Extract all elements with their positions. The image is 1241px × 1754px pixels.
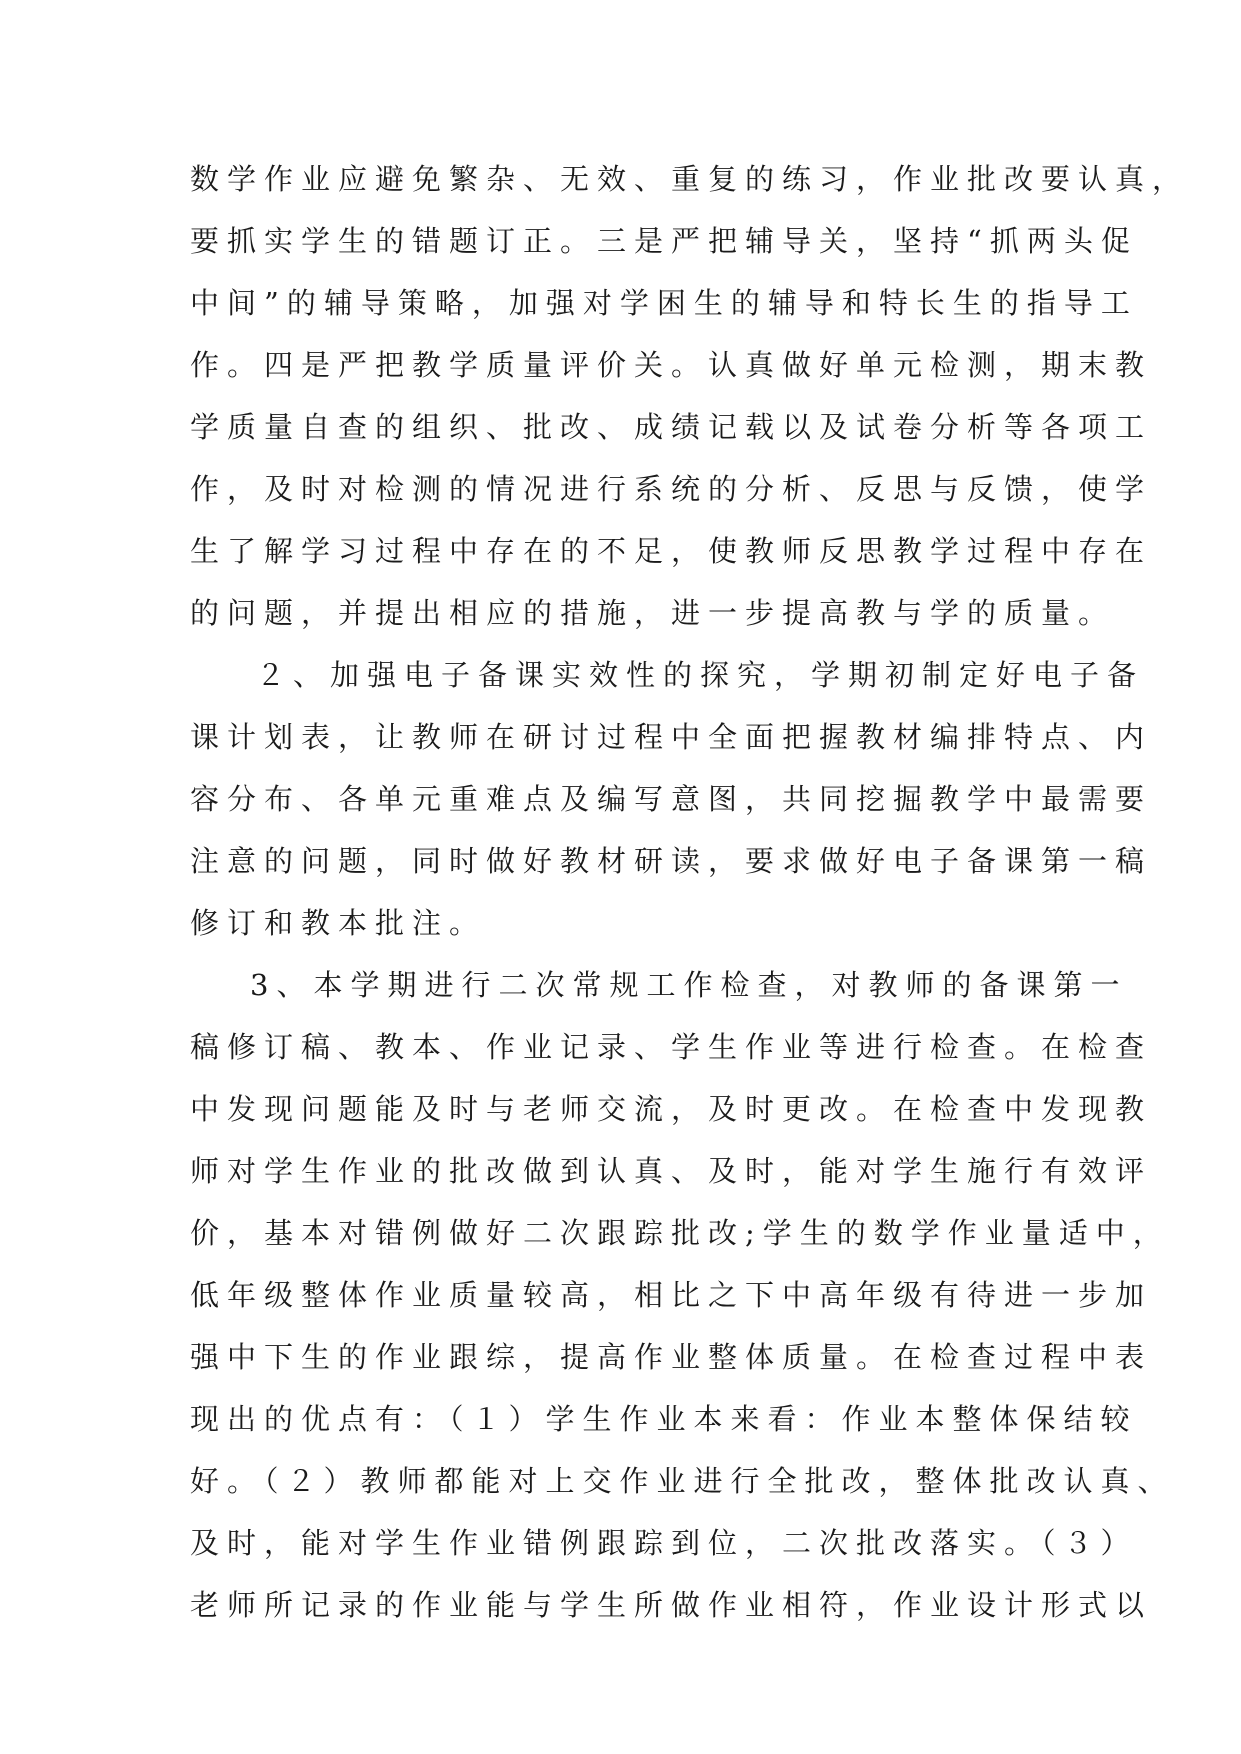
- text-line: 数学作业应避免繁杂、无效、重复的练习，作业批改要认真，: [190, 162, 1190, 196]
- text-line: 稿修订稿、教本、作业记录、学生作业等进行检查。在检查: [190, 1030, 1153, 1064]
- paragraph-3-start: 3、本学期进行二次常规工作检查，对教师的备课第一: [250, 968, 1128, 1002]
- text-line: 作。四是严把教学质量评价关。认真做好单元检测，期末教: [190, 348, 1153, 382]
- text-line: 低年级整体作业质量较高，相比之下中高年级有待进一步加: [190, 1278, 1153, 1312]
- text-line: 的问题，并提出相应的措施，进一步提高教与学的质量。: [190, 596, 1116, 630]
- text-line: 中间”的辅导策略，加强对学困生的辅导和特长生的指导工: [190, 286, 1138, 320]
- text-line: 学质量自查的组织、批改、成绩记载以及试卷分析等各项工: [190, 410, 1153, 444]
- text-line: 强中下生的作业跟综，提高作业整体质量。在检查过程中表: [190, 1340, 1153, 1374]
- text-line: 修订和教本批注。: [190, 906, 487, 940]
- text-line: 要抓实学生的错题订正。三是严把辅导关，坚持“抓两头促: [190, 224, 1138, 258]
- text-line: 中发现问题能及时与老师交流，及时更改。在检查中发现教: [190, 1092, 1153, 1126]
- body-text: [190, 148, 1190, 1636]
- text-line: 注意的问题，同时做好教材研读，要求做好电子备课第一稿: [190, 844, 1153, 878]
- paragraph-2-start: ２、加强电子备课实效性的探究，学期初制定好电子备: [256, 658, 1145, 692]
- text-line: 现出的优点有：（１）学生作业本来看：作业本整体保结较: [190, 1402, 1138, 1436]
- text-line: 价，基本对错例做好二次跟踪批改;学生的数学作业量适中，: [190, 1216, 1170, 1250]
- text-line: 好。（２）教师都能对上交作业进行全批改，整体批改认真、: [190, 1464, 1175, 1498]
- text-line: 生了解学习过程中存在的不足，使教师反思教学过程中存在: [190, 534, 1153, 568]
- text-line: 容分布、各单元重难点及编写意图，共同挖掘教学中最需要: [190, 782, 1153, 816]
- text-line: 老师所记录的作业能与学生所做作业相符，作业设计形式以: [190, 1588, 1153, 1622]
- text-line: 师对学生作业的批改做到认真、及时，能对学生施行有效评: [190, 1154, 1153, 1188]
- text-line: 及时，能对学生作业错例跟踪到位，二次批改落实。（３）: [190, 1526, 1138, 1560]
- text-line: 课计划表，让教师在研讨过程中全面把握教材编排特点、内: [190, 720, 1153, 754]
- text-line: 作，及时对检测的情况进行系统的分析、反思与反馈，使学: [190, 472, 1153, 506]
